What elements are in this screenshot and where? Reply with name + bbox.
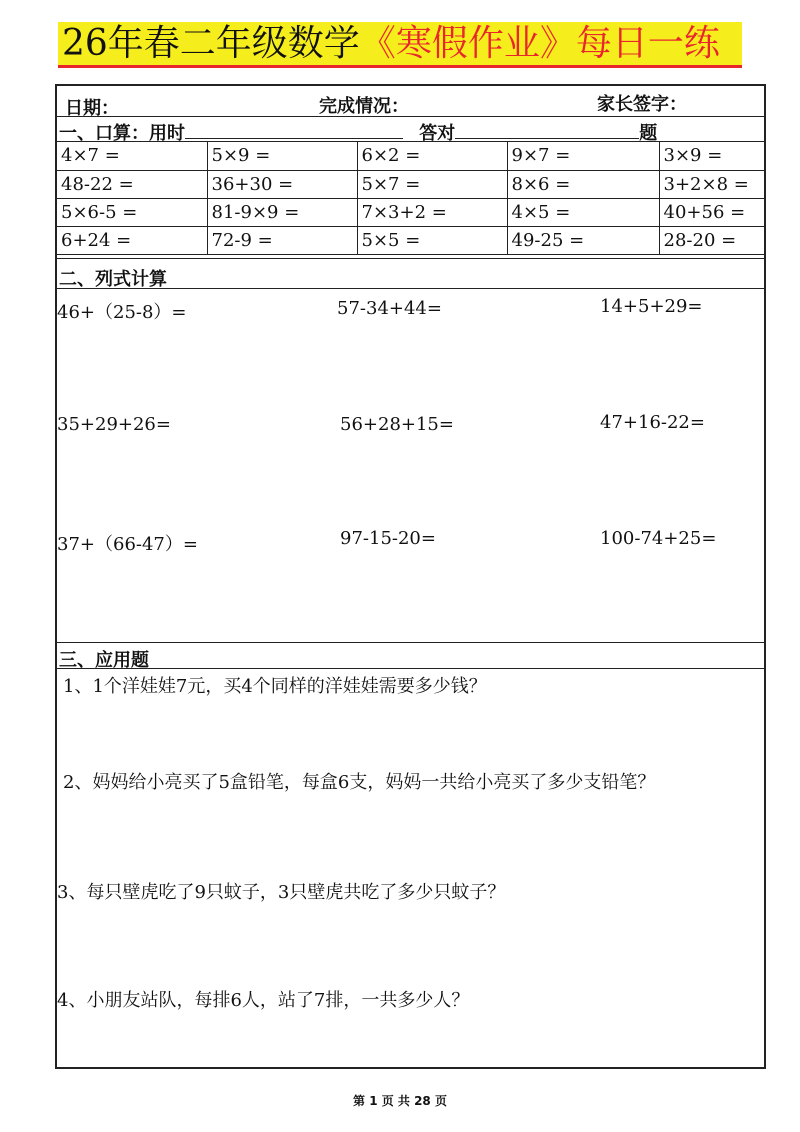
- oral-calc-cell: 5×6-5 =: [57, 198, 207, 226]
- equation-item: 35+29+26=: [57, 414, 171, 435]
- section-equation-label: 二、列式计算: [59, 269, 167, 290]
- equation-item: 100-74+25=: [600, 528, 717, 549]
- oral-calc-cell: 72-9 =: [207, 226, 357, 254]
- divider: [57, 642, 764, 643]
- completion-label: 完成情况：: [319, 96, 409, 117]
- equation-item: 47+16-22=: [600, 412, 705, 433]
- oral-calc-cell: 5×9 =: [207, 142, 357, 170]
- word-problem: 4、小朋友站队，每排6人，站了7排，一共多少人？: [57, 990, 470, 1011]
- equation-item: 37+（66-47）=: [57, 534, 198, 555]
- oral-calc-row: [57, 170, 764, 198]
- oral-calc-row: [57, 198, 764, 226]
- page-number: 第 1 页 共 28 页: [353, 1094, 447, 1108]
- divider: [57, 288, 764, 289]
- divider: [57, 116, 764, 117]
- oral-calc-cell: 36+30 =: [207, 170, 357, 198]
- oral-calc-cell: 48-22 =: [57, 170, 207, 198]
- unit-label: 题: [639, 123, 658, 144]
- equation-item: 56+28+15=: [340, 414, 454, 435]
- oral-calc-cell: 8×6 =: [507, 170, 659, 198]
- equation-item: 97-15-20=: [340, 528, 436, 549]
- correct-label: 答对: [419, 123, 456, 144]
- time-blank[interactable]: [185, 122, 403, 139]
- equation-item: 46+（25-8）=: [57, 302, 187, 323]
- word-problem: 1、1个洋娃娃7元，买4个同样的洋娃娃需要多少钱？: [63, 676, 487, 697]
- oral-calc-cell: 4×5 =: [507, 198, 659, 226]
- parent-signature-label: 家长签字：: [597, 94, 687, 115]
- oral-calc-cell: 4×7 =: [57, 142, 207, 170]
- section-oral-label: 一、口算：用时: [59, 123, 185, 144]
- title-homework: 《寒假作业》每日一练: [359, 23, 720, 64]
- oral-calc-cell: 7×3+2 =: [357, 198, 507, 226]
- word-problem: 3、每只壁虎吃了9只蚊子，3只壁虎共吃了多少只蚊子？: [57, 882, 506, 903]
- oral-calc-cell: 9×7 =: [507, 142, 659, 170]
- divider: [57, 258, 764, 259]
- word-problem: 2、妈妈给小亮买了5盒铅笔，每盒6支，妈妈一共给小亮买了多少支铅笔？: [63, 772, 656, 793]
- section-word-problem-label: 三、应用题: [59, 650, 149, 671]
- oral-calc-cell: 3+2×8 =: [659, 170, 764, 198]
- oral-calc-cell: 6×2 =: [357, 142, 507, 170]
- oral-calc-cell: 28-20 =: [659, 226, 764, 254]
- oral-calc-cell: 3×9 =: [659, 142, 764, 170]
- oral-calc-table: [57, 142, 764, 255]
- oral-calc-row: [57, 142, 764, 170]
- oral-calc-cell: 6+24 =: [57, 226, 207, 254]
- date-label: 日期：: [65, 98, 119, 119]
- equation-item: 14+5+29=: [600, 296, 703, 317]
- page-title: [62, 22, 720, 66]
- oral-calc-cell: 5×5 =: [357, 226, 507, 254]
- equation-item: 57-34+44=: [337, 298, 442, 319]
- divider: [57, 668, 764, 669]
- worksheet: [55, 84, 766, 1069]
- oral-calc-row: [57, 226, 764, 254]
- title-grade: 26年春二年级数学: [62, 23, 360, 64]
- oral-calc-cell: 81-9×9 =: [207, 198, 357, 226]
- oral-calc-cell: 5×7 =: [357, 170, 507, 198]
- correct-blank[interactable]: [455, 122, 639, 139]
- oral-calc-cell: 49-25 =: [507, 226, 659, 254]
- title-banner: [58, 22, 742, 68]
- oral-calc-cell: 40+56 =: [659, 198, 764, 226]
